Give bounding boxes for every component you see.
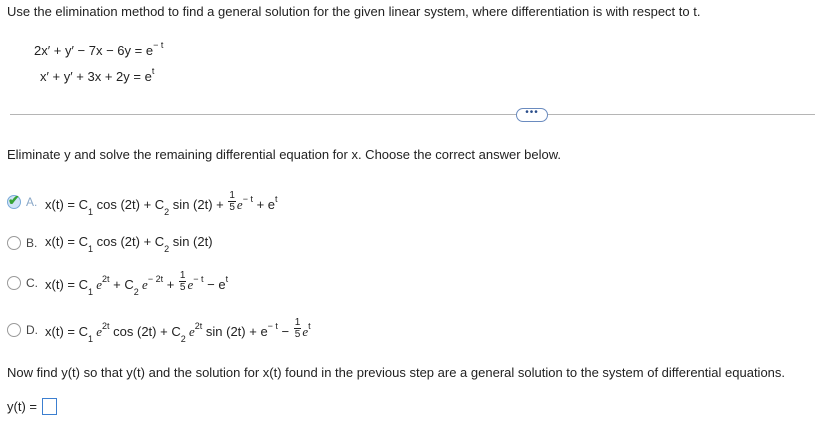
exp-a1: − t bbox=[242, 193, 253, 204]
text-c1: x(t) = C bbox=[45, 276, 88, 292]
text-c2: + C bbox=[109, 276, 134, 292]
answer-label: y(t) = bbox=[7, 399, 37, 414]
system-equation-1 bbox=[34, 40, 164, 58]
fraction-d-den: 5 bbox=[294, 329, 301, 340]
sub-c2: 2 bbox=[133, 286, 139, 297]
fraction-c-num: 1 bbox=[179, 270, 186, 281]
fraction-c-den: 5 bbox=[179, 282, 186, 293]
checkmark-icon: ✔ bbox=[8, 192, 20, 208]
option-a-letter: A. bbox=[26, 195, 38, 209]
exp-a2: t bbox=[275, 193, 278, 204]
problem-prompt: Use the elimination method to find a general solution for the given linear system, where differentiation is with respect to t. bbox=[7, 4, 701, 19]
option-d-letter: D. bbox=[26, 323, 38, 337]
fraction-a-den: 5 bbox=[229, 202, 235, 213]
text-b1: x(t) = C bbox=[45, 234, 88, 249]
expand-more-button[interactable] bbox=[516, 108, 548, 122]
option-c-letter: C. bbox=[26, 276, 38, 290]
text-d-e3: e bbox=[302, 323, 309, 339]
text-c3: + bbox=[163, 276, 178, 292]
fraction-a bbox=[228, 190, 236, 213]
exp-c1: 2t bbox=[102, 273, 110, 284]
text-a2: cos (2t) + C bbox=[93, 196, 165, 212]
exp-d3: − t bbox=[267, 320, 278, 331]
option-b-text bbox=[45, 234, 213, 252]
system-equation-2 bbox=[40, 66, 155, 84]
text-d4: − bbox=[277, 323, 293, 339]
instruction-text: Eliminate y and solve the remaining differential equation for x. Choose the correct answer below. bbox=[7, 147, 562, 162]
option-d-text bbox=[45, 317, 311, 344]
text-a3: sin (2t) + bbox=[169, 196, 228, 212]
equation-1-exponent: − t bbox=[153, 40, 164, 50]
text-d-e2: e bbox=[185, 323, 195, 339]
text-d3: sin (2t) + e bbox=[202, 323, 268, 339]
option-a[interactable] bbox=[7, 190, 427, 217]
sub-b2: 2 bbox=[164, 243, 170, 254]
option-d[interactable] bbox=[7, 317, 367, 344]
equation-1-left: 2x′ + y′ − 7x − 6y = e bbox=[34, 43, 154, 58]
followup-question: Now find y(t) so that y(t) and the solution for x(t) found in the previous step are a general solution to the system of differential equations. bbox=[7, 365, 786, 380]
exp-c4: t bbox=[225, 273, 229, 284]
option-b-letter: B. bbox=[26, 236, 38, 250]
option-c-text bbox=[45, 270, 229, 297]
text-d1: x(t) = C bbox=[45, 323, 88, 339]
text-d2: cos (2t) + C bbox=[109, 323, 181, 339]
text-c-e3: e bbox=[187, 276, 194, 292]
option-b[interactable] bbox=[7, 232, 267, 254]
exp-d4: t bbox=[308, 320, 311, 331]
option-b-radio[interactable] bbox=[7, 236, 21, 250]
text-c-e2: e bbox=[138, 276, 148, 292]
text-c4: − e bbox=[203, 276, 226, 292]
ellipsis-icon: ••• bbox=[525, 107, 539, 118]
exp-c3: − t bbox=[193, 273, 204, 284]
sub-c1: 1 bbox=[87, 286, 93, 297]
sub-a1: 1 bbox=[87, 206, 93, 217]
text-a-e1: e bbox=[236, 196, 243, 212]
option-c-radio[interactable] bbox=[7, 276, 21, 290]
text-a1: x(t) = C bbox=[45, 196, 88, 212]
option-c[interactable] bbox=[7, 270, 327, 297]
section-divider bbox=[10, 114, 815, 115]
text-d-e1: e bbox=[93, 323, 103, 339]
exp-d2: 2t bbox=[194, 320, 203, 331]
text-b3: sin (2t) bbox=[169, 234, 213, 249]
answer-input[interactable] bbox=[42, 398, 57, 415]
sub-a2: 2 bbox=[164, 206, 170, 217]
fraction-c bbox=[179, 270, 187, 293]
fraction-d-num: 1 bbox=[294, 317, 301, 328]
fraction-a-num: 1 bbox=[229, 190, 235, 201]
option-d-radio[interactable] bbox=[7, 323, 21, 337]
sub-d1: 1 bbox=[87, 333, 93, 344]
exp-c2: − 2t bbox=[147, 273, 164, 284]
text-c-e1: e bbox=[93, 276, 103, 292]
equation-2-left: x′ + y′ + 3x + 2y = e bbox=[40, 69, 152, 84]
text-b2: cos (2t) + C bbox=[93, 234, 165, 249]
fraction-d bbox=[294, 317, 302, 340]
text-a-plus: + e bbox=[252, 196, 276, 212]
sub-b1: 1 bbox=[87, 243, 93, 254]
equation-2-exponent: t bbox=[151, 66, 155, 76]
sub-d2: 2 bbox=[180, 333, 186, 344]
option-a-text bbox=[45, 190, 278, 217]
exp-d1: 2t bbox=[102, 320, 110, 331]
